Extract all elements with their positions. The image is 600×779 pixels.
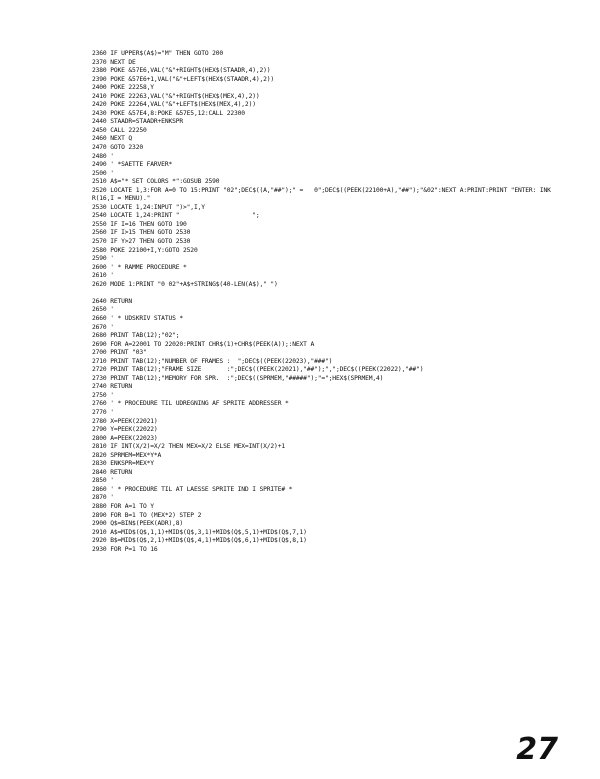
code-line: 2510 A$="* SET COLORS *":GOSUB 2590 xyxy=(92,178,220,186)
code-line: 2600 ' * RAMME PROCEDURE * xyxy=(92,263,187,271)
code-line: 2790 Y=PEEK(22022) xyxy=(92,426,158,434)
code-line: 2920 B$=MID$(Q$,2,1)+MID$(Q$,4,1)+MID$(Q$,6,1)+MID$(Q$,8,1) xyxy=(92,537,307,545)
code-line: 2460 NEXT Q xyxy=(92,135,133,143)
code-line: 2370 NEXT DE xyxy=(92,58,136,66)
page-number: 27 xyxy=(516,732,558,767)
code-line: 2380 POKE &57E6,VAL("&"+RIGHT$(HEX$(STAADR,4),2)) xyxy=(92,67,271,75)
code-line: R(16,I = MENU)." xyxy=(92,195,151,203)
code-line: 2360 IF UPPER$(A$)="M" THEN GOTO 200 xyxy=(92,50,224,57)
code-line: 2690 FOR A=22001 TO 22020:PRINT CHR$(1)+CHR$(PEEK(A));:NEXT A xyxy=(92,340,315,348)
code-line: 2820 SPRMEM=MEX*Y*A xyxy=(92,451,162,459)
code-line: 2680 PRINT TAB(12);"02"; xyxy=(92,332,180,340)
code-line: 2770 ' xyxy=(92,408,114,416)
code-line: 2470 GOTO 2320 xyxy=(92,144,143,152)
code-line xyxy=(92,563,592,572)
code-line xyxy=(92,289,592,298)
code-line: 2390 POKE &57E6+1,VAL("&"+LEFT$(HEX$(STAADR,4),2)) xyxy=(92,75,275,83)
code-line: 2890 FOR B=1 TO (MEX*2) STEP 2 xyxy=(92,511,202,519)
code-line: 2610 ' xyxy=(92,272,114,280)
code-line: 2740 RETURN xyxy=(92,383,133,391)
code-line: 2720 PRINT TAB(12);"FRAME SIZE :";DEC$((PEEK(22021),"##");",";DEC$((PEEK(22022),"##") xyxy=(92,366,424,374)
code-line: 2840 RETURN xyxy=(92,468,133,476)
code-line: 2520 LOCATE 1,3:FOR A=0 TO 15:PRINT "02";DEC$((A,"##");" = 0";DEC$((PEEK(22100+A),"##");"&02":NEXT A:PRINT:PRINT "ENTER: INK xyxy=(92,186,551,194)
code-line: 2800 A=PEEK(22023) xyxy=(92,434,158,442)
code-line: 2850 ' xyxy=(92,477,114,485)
code-line: 2530 LOCATE 1,24:INPUT ")>",I,Y xyxy=(92,203,205,211)
code-line: 2660 ' * UDSKRIV STATUS * xyxy=(92,314,184,322)
code-line: 2400 POKE 22258,Y xyxy=(92,84,154,92)
code-line: 2650 ' xyxy=(92,306,114,314)
code-line: 2550 IF I=16 THEN GOTO 190 xyxy=(92,220,187,228)
code-line: 2880 FOR A=1 TO Y xyxy=(92,502,154,510)
code-line: 2580 POKE 22100+I,Y:GOTO 2520 xyxy=(92,246,198,254)
code-line xyxy=(92,554,592,563)
code-line: 2930 FOR P=1 TO 16 xyxy=(92,545,158,553)
code-line: 2570 IF Y>27 THEN GOTO 2530 xyxy=(92,238,191,246)
code-line: 2670 ' xyxy=(92,323,114,331)
code-line: 2410 POKE 22263,VAL("&"+RIGHT$(HEX$(MEX,4),2)) xyxy=(92,92,260,100)
code-line: 2730 PRINT TAB(12);"MEMORY FOR SPR. :";DEC$((SPRMEM,"#####");"=";HEX$(SPRMEM,4) xyxy=(92,374,384,382)
code-line: 2810 IF INT(X/2)=X/2 THEN MEX=X/2 ELSE MEX=INT(X/2)+1 xyxy=(92,443,285,451)
code-line: 2450 CALL 22250 xyxy=(92,126,147,134)
code-line: 2430 POKE &57E4,8:POKE &57E5,12:CALL 22300 xyxy=(92,109,245,117)
code-line: 2710 PRINT TAB(12);"NUMBER OF FRAMES : ";DEC$((PEEK(22023),"###") xyxy=(92,357,333,365)
code-line: 2490 ' *SAETTE FARVER* xyxy=(92,161,173,169)
code-line: 2540 LOCATE 1,24:PRINT " "; xyxy=(92,212,260,220)
basic-program-listing xyxy=(92,50,592,571)
code-line: 2900 Q$=BIN$(PEEK(ADR),8) xyxy=(92,520,184,528)
code-line: 2760 ' * PROCEDURE TIL UDREGNING AF SPRITE ADDRESSER * xyxy=(92,400,289,408)
code-line: 2440 STAADR=STAADR+ENKSPR xyxy=(92,118,184,126)
code-line: 2870 ' xyxy=(92,494,114,502)
code-line: 2700 PRINT "03" xyxy=(92,349,147,357)
code-line: 2910 A$=MID$(Q$,1,1)+MID$(Q$,3,1)+MID$(Q$,5,1)+MID$(Q$,7,1) xyxy=(92,528,307,536)
code-line: 2780 X=PEEK(22021) xyxy=(92,417,158,425)
code-line: 2830 ENKSPR=MEX*Y xyxy=(92,460,154,468)
code-line: 2480 ' xyxy=(92,152,114,160)
code-line: 2640 RETURN xyxy=(92,297,133,305)
code-line: 2560 IF I>15 THEN GOTO 2530 xyxy=(92,229,191,237)
code-line: 2620 MODE 1:PRINT "0 02"+A$+STRING$(40-LEN(A$)," ") xyxy=(92,280,278,288)
code-line: 2500 ' xyxy=(92,169,114,177)
code-line: 2590 ' xyxy=(92,255,114,263)
code-line: 2420 POKE 22264,VAL("&"+LEFT$(HEX$(MEX,4),2)) xyxy=(92,101,256,109)
code-line: 2750 ' xyxy=(92,391,114,399)
code-line: 2860 ' * PROCEDURE TIL AT LAESSE SPRITE IND I SPRITE# * xyxy=(92,485,293,493)
